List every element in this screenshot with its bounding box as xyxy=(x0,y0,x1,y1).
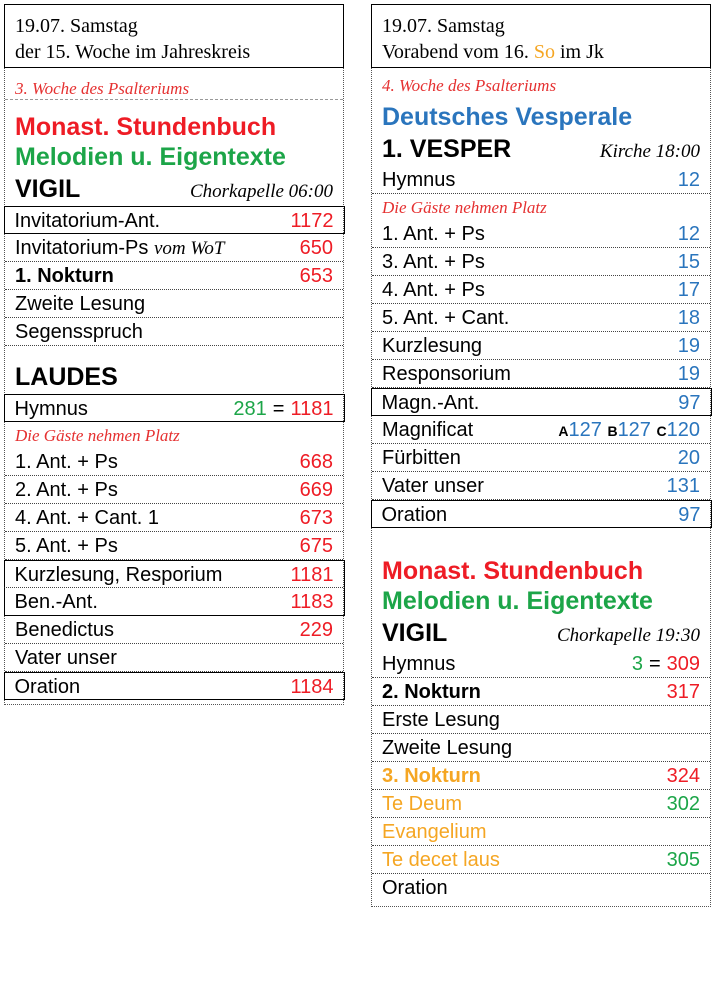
row-label: 3. Nokturn xyxy=(382,765,481,787)
row-number: 17 xyxy=(677,279,700,301)
row-number: A127 B127 C120 xyxy=(558,419,700,441)
laudes-row xyxy=(5,644,343,672)
vesper-row xyxy=(372,220,710,248)
row-label: Te decet laus xyxy=(382,849,500,871)
vigil2-row xyxy=(372,874,710,902)
row-label: Hymnus xyxy=(382,169,456,191)
row-number: 97 xyxy=(678,504,701,526)
row-number: 1181 xyxy=(290,564,334,586)
row-label: Invitatorium-Ps vom WoT xyxy=(15,237,225,259)
row-label: Hymnus xyxy=(14,398,88,420)
vigil2-row xyxy=(372,734,710,762)
vigil-row xyxy=(5,234,343,262)
vigil2-row xyxy=(372,762,710,790)
row-number: 97 xyxy=(678,392,701,414)
row-label: 2. Nokturn xyxy=(382,681,481,703)
row-number: 324 xyxy=(666,765,700,787)
row-label: Segensspruch xyxy=(15,321,143,343)
row-number: 1184 xyxy=(290,676,334,698)
vesper-row xyxy=(372,304,710,332)
row-label: Vater unser xyxy=(382,475,484,497)
row-label: 3. Ant. + Ps xyxy=(382,251,485,273)
vigil2-row xyxy=(372,678,710,706)
row-label: 5. Ant. + Ps xyxy=(15,535,118,557)
right-psalter: 4. Woche des Psalteriums xyxy=(382,76,557,95)
row-label: Zweite Lesung xyxy=(15,293,146,315)
right-column xyxy=(371,4,711,907)
right-book-title: Deutsches Vesperale xyxy=(382,103,633,131)
row-label: Kurzlesung, Resporium xyxy=(14,564,223,586)
row-label: Fürbitten xyxy=(382,447,461,469)
vesper-note: Die Gäste nehmen Platz xyxy=(382,198,547,217)
laudes-row xyxy=(4,560,345,588)
right-book2-subtitle: Melodien u. Eigentexte xyxy=(382,587,653,615)
row-number: 675 xyxy=(299,535,333,557)
vigil2-heading xyxy=(372,616,710,650)
vesper-location: Kirche 18:00 xyxy=(599,141,700,162)
row-number: 668 xyxy=(299,451,333,473)
right-body xyxy=(371,68,711,907)
row-label: Magn.-Ant. xyxy=(381,392,480,414)
left-psalter: 3. Woche des Psalteriums xyxy=(5,68,343,100)
row-number: 20 xyxy=(677,447,700,469)
vesper-title: 1. VESPER xyxy=(382,135,512,163)
magnificat-row xyxy=(372,416,710,444)
row-label: Evangelium xyxy=(382,821,487,843)
left-date: 19.07. Samstag xyxy=(15,15,138,37)
row-number: 305 xyxy=(666,849,700,871)
row-number: 18 xyxy=(677,307,700,329)
row-label: 1. Ant. + Ps xyxy=(382,223,485,245)
row-label: 1. Nokturn xyxy=(15,265,114,287)
vigil2-location: Chorkapelle 19:30 xyxy=(556,625,700,646)
row-label: Oration xyxy=(14,676,81,698)
laudes-row xyxy=(5,616,343,644)
laudes-row xyxy=(5,532,343,560)
vigil2-title: VIGIL xyxy=(382,619,448,647)
vigil2-row xyxy=(372,818,710,846)
laudes-row xyxy=(5,476,343,504)
row-label: Ben.-Ant. xyxy=(14,591,98,613)
vigil-row xyxy=(5,262,343,290)
row-label: Oration xyxy=(381,504,448,526)
row-label: Te Deum xyxy=(382,793,463,815)
left-header xyxy=(4,4,344,68)
row-label: Invitatorium-Ant. xyxy=(14,210,161,232)
row-label: 1. Ant. + Ps xyxy=(15,451,118,473)
right-header xyxy=(371,4,711,68)
laudes-heading xyxy=(5,360,343,394)
row-number: 131 xyxy=(666,475,700,497)
vesper-row xyxy=(371,388,712,416)
right-date: 19.07. Samstag xyxy=(382,15,505,37)
row-label: Erste Lesung xyxy=(382,709,500,731)
row-number: 3 = 309 xyxy=(631,653,700,675)
vesper-heading xyxy=(372,132,710,166)
row-label: 4. Ant. + Ps xyxy=(382,279,485,301)
laudes-row xyxy=(5,448,343,476)
row-number: 281 = 1181 xyxy=(233,398,334,420)
vigil-row xyxy=(5,290,343,318)
vigil-row xyxy=(4,206,345,234)
vesper-row xyxy=(372,444,710,472)
row-number: 229 xyxy=(299,619,333,641)
row-number: 12 xyxy=(677,169,700,191)
row-number: 650 xyxy=(299,237,333,259)
row-label: Vater unser xyxy=(15,647,117,669)
laudes-hymnus-row xyxy=(4,394,345,422)
vigil2-hymnus-row xyxy=(372,650,710,678)
vesper-row xyxy=(371,500,712,528)
vesper-hymnus-row xyxy=(372,166,710,194)
row-number: 673 xyxy=(299,507,333,529)
laudes-row xyxy=(4,672,345,700)
right-eve: Vorabend vom 16. So im Jk xyxy=(382,41,604,63)
row-number: 15 xyxy=(677,251,700,273)
row-label: 4. Ant. + Cant. 1 xyxy=(15,507,159,529)
row-label: Oration xyxy=(382,877,448,899)
laudes-note: Die Gäste nehmen Platz xyxy=(15,426,180,445)
laudes-row xyxy=(5,504,343,532)
row-label: Benedictus xyxy=(15,619,114,641)
left-column xyxy=(4,4,344,705)
left-body xyxy=(4,68,344,705)
laudes-title: LAUDES xyxy=(15,363,118,391)
row-number: 669 xyxy=(299,479,333,501)
vesper-row xyxy=(372,248,710,276)
row-label: Responsorium xyxy=(382,363,511,385)
left-week: der 15. Woche im Jahreskreis xyxy=(15,41,251,63)
vigil-row xyxy=(5,318,343,346)
laudes-row xyxy=(4,588,345,616)
vigil-title: VIGIL xyxy=(15,175,81,203)
vigil2-row xyxy=(372,706,710,734)
row-label: Hymnus xyxy=(382,653,456,675)
row-label: 5. Ant. + Cant. xyxy=(382,307,510,329)
vigil2-row xyxy=(372,846,710,874)
row-label: Zweite Lesung xyxy=(382,737,513,759)
vigil-location: Chorkapelle 06:00 xyxy=(189,181,333,202)
left-book-title: Monast. Stundenbuch xyxy=(15,113,277,141)
row-label: Magnificat xyxy=(382,419,474,441)
vesper-row xyxy=(372,276,710,304)
row-label: Kurzlesung xyxy=(382,335,483,357)
vesper-row xyxy=(372,332,710,360)
row-number: 653 xyxy=(299,265,333,287)
row-number: 317 xyxy=(666,681,700,703)
row-label: 2. Ant. + Ps xyxy=(15,479,118,501)
vigil2-row xyxy=(372,790,710,818)
vigil-heading xyxy=(5,172,343,206)
row-number: 12 xyxy=(677,223,700,245)
row-number: 19 xyxy=(677,335,700,357)
row-number: 1172 xyxy=(290,210,334,232)
vesper-row xyxy=(372,472,710,500)
vesper-row xyxy=(372,360,710,388)
left-book-subtitle: Melodien u. Eigentexte xyxy=(15,143,286,171)
row-number: 1183 xyxy=(290,591,334,613)
row-number: 19 xyxy=(677,363,700,385)
right-book2-title: Monast. Stundenbuch xyxy=(382,557,644,585)
row-number: 302 xyxy=(666,793,700,815)
